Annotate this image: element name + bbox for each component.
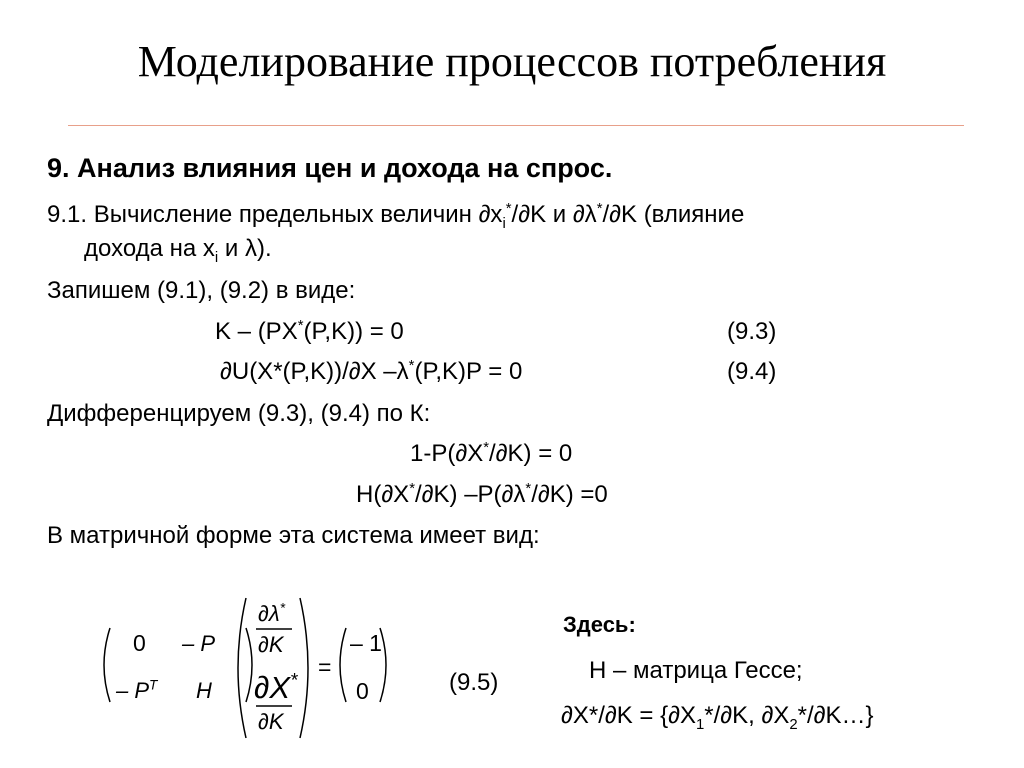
matrix-a21-transpose: T: [149, 677, 158, 693]
equation-9-4-number: (9.4): [727, 358, 777, 385]
vector-definition-suffix: */∂K…}: [797, 702, 874, 729]
write-as-text: Запишем (9.1), (9.2) в виде:: [47, 277, 356, 304]
vector-denominator-1: ∂K: [258, 632, 284, 657]
equation-9-4: [220, 358, 522, 386]
vector-denominator-2: ∂K: [258, 709, 284, 734]
subsection-line-1-mid: /∂K и ∂λ: [511, 201, 597, 228]
equation-9-5-number: (9.5): [449, 669, 499, 696]
vector-definition-mid: */∂K, ∂X: [704, 702, 790, 729]
superscript-star: *: [596, 201, 603, 217]
diff-eq2-before: H(∂X: [356, 481, 410, 508]
differential-equation-2: [356, 481, 608, 509]
matrix-a21-base: – P: [116, 678, 150, 703]
matrix-a12: – P: [182, 631, 216, 656]
vector-close-bracket: [300, 598, 308, 738]
equation-9-3-before: K – (PX: [215, 318, 298, 345]
here-label: Здесь:: [563, 612, 636, 637]
subsection-line-2-prefix: дохода на x: [84, 235, 215, 262]
page-title: Моделирование процессов потребления: [137, 37, 887, 86]
vector-definition: [561, 702, 874, 733]
subscript-i: i: [214, 249, 219, 266]
superscript-star: *: [483, 440, 490, 456]
matrix-a11: 0: [133, 630, 146, 656]
partial-lambda: ∂λ: [258, 601, 280, 626]
superscript-star: *: [290, 670, 298, 692]
subsection-line-2-suffix: и λ).: [218, 235, 272, 262]
vector-open-bracket: [238, 598, 246, 738]
matrix-a21: [116, 678, 157, 704]
superscript-star: *: [409, 481, 415, 497]
differential-equation-1: [410, 440, 572, 468]
matrix-intro-text: В матричной форме эта система имеет вид:: [47, 522, 540, 549]
section-heading: 9. Анализ влияния цен и дохода на спрос.: [47, 153, 613, 183]
rhs-open-bracket: [340, 628, 346, 702]
matrix-equals-sign: =: [318, 654, 332, 680]
subsection-line-1: [47, 201, 745, 232]
diff-eq1-before: 1-P(∂X: [410, 440, 484, 467]
differentiate-text: Дифференцируем (9.3), (9.4) по К:: [47, 400, 431, 427]
diff-eq2-after: /∂K) =0: [531, 481, 608, 508]
equation-9-3: [215, 318, 404, 346]
vector-numerator-2: [254, 670, 297, 706]
diff-eq1-after: /∂K) = 0: [489, 440, 573, 467]
diff-eq2-mid: /∂K) –P(∂λ: [415, 481, 526, 508]
equation-9-3-number: (9.3): [727, 318, 777, 345]
vector-definition-prefix: ∂X*/∂K = {∂X: [561, 702, 696, 729]
subsection-line-2: [84, 235, 272, 266]
rhs-value-2: 0: [356, 678, 369, 704]
superscript-star: *: [525, 481, 532, 497]
superscript-star: *: [408, 358, 415, 374]
superscript-star: *: [279, 600, 286, 616]
subscript-1: 1: [695, 716, 705, 733]
left-matrix-close-bracket: [246, 628, 252, 702]
equation-9-4-after: (P,K)P = 0: [414, 358, 523, 385]
superscript-star: *: [297, 318, 304, 334]
superscript-star: *: [505, 201, 512, 217]
matrix-a22: H: [196, 678, 212, 703]
matrix-equation: [96, 592, 396, 744]
matrix-brackets: [96, 592, 396, 744]
title-divider: [68, 125, 964, 126]
equation-9-3-after: (P,K)) = 0: [303, 318, 404, 345]
subsection-line-1-suffix: /∂K (влияние: [602, 201, 745, 228]
rhs-value-1: – 1: [350, 630, 382, 656]
left-matrix-open-bracket: [104, 628, 110, 702]
vector-numerator-1: [258, 601, 285, 627]
subscript-2: 2: [789, 716, 798, 733]
subsection-line-1-prefix: 9.1. Вычисление предельных величин ∂x: [47, 201, 503, 228]
hessian-definition: H – матрица Гессе;: [589, 657, 803, 684]
partial-x: ∂X: [254, 670, 290, 705]
subscript-i: i: [502, 215, 506, 232]
equation-9-4-before: ∂U(X*(P,K))/∂X –λ: [220, 358, 409, 385]
